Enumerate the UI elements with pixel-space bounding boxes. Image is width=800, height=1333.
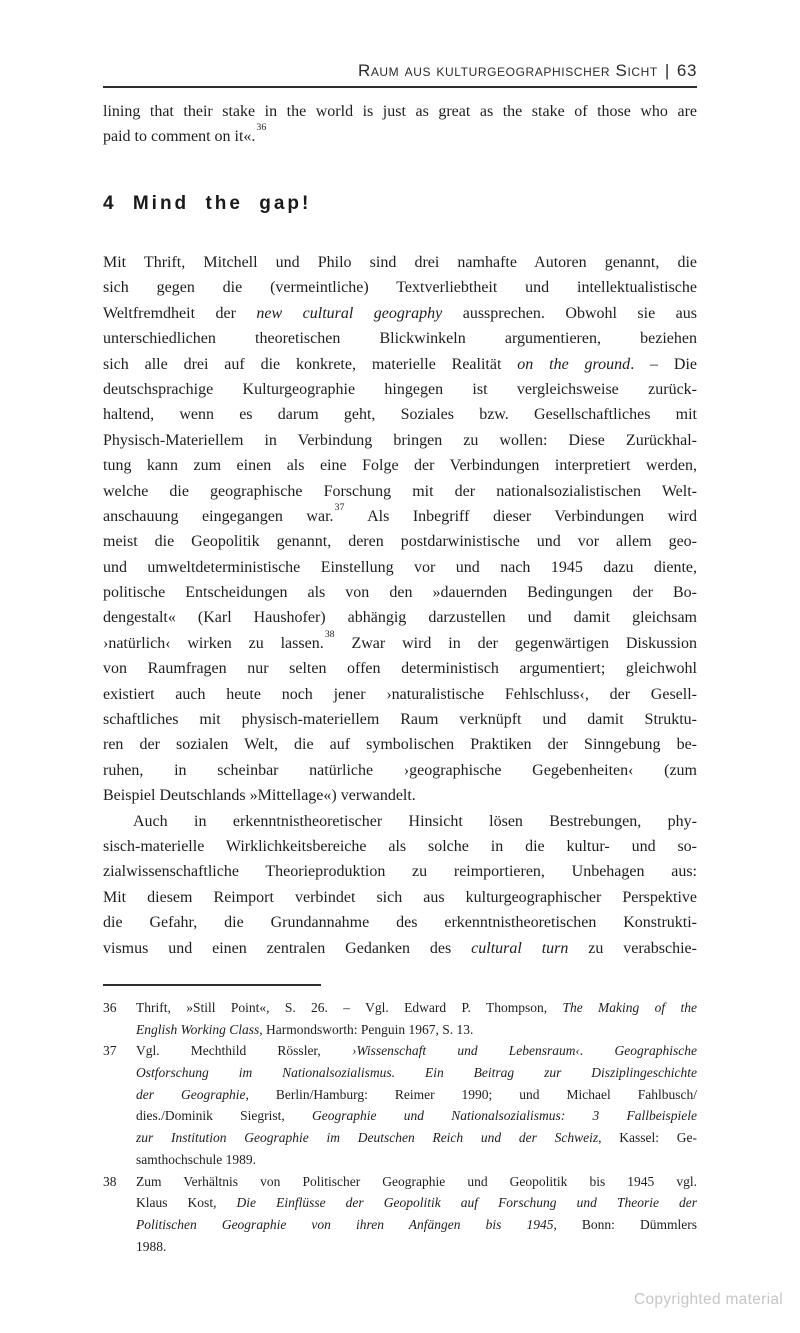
text-line: schaftliches mit physisch-materiellem Raum verknüpft und damit Struktu- [103,711,697,729]
text-line: Weltfremdheit der new cultural geography aussprechen. Obwohl sie aus [103,304,697,322]
text-line: politische Entscheidungen als von den »dauernden Bedingungen der Bo- [103,584,697,602]
header-separator: | [664,61,670,80]
paragraph-2 [103,809,697,961]
text-line: 1988. [136,1238,167,1254]
text-line: dengestalt« (Karl Haushofer) abhängig darzustellen und damit gleichsam [103,609,697,627]
footnote-number: 37 [103,1043,117,1059]
text-line: sich alle drei auf die konkrete, materielle Realität on the ground. – Die [103,355,698,373]
intro-paragraph [103,99,697,150]
footnote-ref: 37 [334,501,345,513]
text-line: Klaus Kost, Die Einflüsse der Geopolitik auf Forschung und Theorie der [136,1195,698,1211]
text-line: tung kann zum einen als eine Folge der Verbindungen interpretiert werden, [103,457,697,475]
text-line: deutschsprachige Kulturgeographie hingegen ist vergleichsweise zurück- [103,380,697,398]
text-line: zur Institution Geographie im Deutschen Reich und der Schweiz, Kassel: Ge- [136,1130,697,1146]
text-line: dies./Dominik Siegrist, Geographie und Nationalsozialismus: 3 Fallbeispiele [136,1108,697,1124]
footnote-number: 36 [103,1000,117,1015]
text-line: und umweltdeterministische Einstellung vor und nach 1945 dazu diente, [103,558,697,576]
text-line: haltend, wenn es darum geht, Soziales bzw. Gesellschaftliches mit [103,406,697,424]
text-line: Mit Thrift, Mitchell und Philo sind drei namhafte Autoren genannt, die [103,254,697,271]
page-number: 63 [676,61,697,80]
running-header-title: Raum aus kulturgeographischer Sicht [357,61,658,80]
text-line: sich gegen die (vermeintliche) Textverliebtheit und intellektualistische [103,279,697,297]
text-line: der Geographie, Berlin/Hamburg: Reimer 1990; und Michael Fahlbusch/ [136,1086,698,1102]
text-line: unterschiedlichen theoretischen Blickwinkeln argumentieren, beziehen [103,330,697,348]
text-line: welche die geographische Forschung mit der nationalsozialistischen Welt- [103,482,697,500]
text-line: lining that their stake in the world is just as great as the stake of those who are [103,103,697,120]
text-line: anschauung eingegangen war.$^{37}$ Als Inbegriff dieser Verbindungen wird [103,501,698,525]
footnote-37 [103,1040,697,1170]
text-line: paid to comment on it«.$^{36}$ [103,122,267,146]
footnote-rule [103,984,321,986]
footnote-ref: 36 [256,122,267,134]
text-line: meist die Geopolitik genannt, deren postdarwinistische und vor allem geo- [103,533,697,551]
body-text [103,250,697,961]
footnote-38 [103,1171,697,1258]
copyright-watermark: Copyrighted material [633,1291,783,1308]
text-line: von Raumfragen nur selten offen deterministisch argumentiert; gleichwohl [103,660,697,678]
text-line: Politischen Geographie von ihren Anfängen bis 1945, Bonn: Dümmlers [136,1216,698,1232]
section-heading: 4 Mind the gap! [103,193,312,214]
text-line: sisch-materielle Wirklichkeitsbereiche als solche in die kultur- und so- [103,837,697,855]
text-line: vismus und einen zentralen Gedanken des cultural turn zu verabschie- [103,939,697,957]
text-line: Zum Verhältnis von Politischer Geographie und Geopolitik bis 1945 vgl. [136,1173,697,1189]
text-line: English Working Class, Harmondsworth: Penguin 1967, S. 13. [136,1021,474,1037]
text-line: ren der sozialen Welt, die auf symbolischen Praktiken der Sinngebung be- [103,736,697,754]
text-line: Thrift, »Still Point«, S. 26. – Vgl. Edward P. Thompson, The Making of the [136,1000,697,1015]
paragraph-1 [103,250,697,809]
text-line: die Gefahr, die Grundannahme des erkenntnistheoretischen Konstrukti- [103,914,697,932]
footnote-36 [103,997,697,1040]
footnote-ref: 38 [324,628,335,640]
footnotes-section [103,997,697,1257]
running-header [103,60,697,82]
text-line: Auch in erkenntnistheoretischer Hinsicht lösen Bestrebungen, phy- [133,812,697,830]
header-rule [103,86,697,88]
text-line: samthochschule 1989. [136,1151,256,1167]
text-line: zialwissenschaftliche Theorieproduktion zu reimportieren, Unbehagen aus: [103,863,697,881]
footnote-number: 38 [103,1173,117,1189]
text-line: ›natürlich‹ wirken zu lassen.$^{38}$ Zwar wird in der gegenwärtigen Diskussion [103,628,698,652]
text-line: Physisch-Materiellem in Verbindung bringen zu wollen: Diese Zurückhal- [103,431,697,449]
text-line: existiert auch heute noch jener ›naturalistische Fehlschluss‹, der Gesell- [103,685,697,703]
text-line: Ostforschung im Nationalsozialismus. Ein Beitrag zur Disziplingeschichte [136,1065,697,1081]
text-line: Mit diesem Reimport verbindet sich aus kulturgeographischer Perspektive [103,888,697,906]
text-line: Vgl. Mechthild Rössler, ›Wissenschaft und Lebensraum‹. Geographische [136,1043,697,1059]
text-line: ruhen, in scheinbar natürliche ›geographische Gegebenheiten‹ (zum [103,761,697,779]
text-line: Beispiel Deutschlands »Mittellage«) verwandelt. [103,787,416,805]
